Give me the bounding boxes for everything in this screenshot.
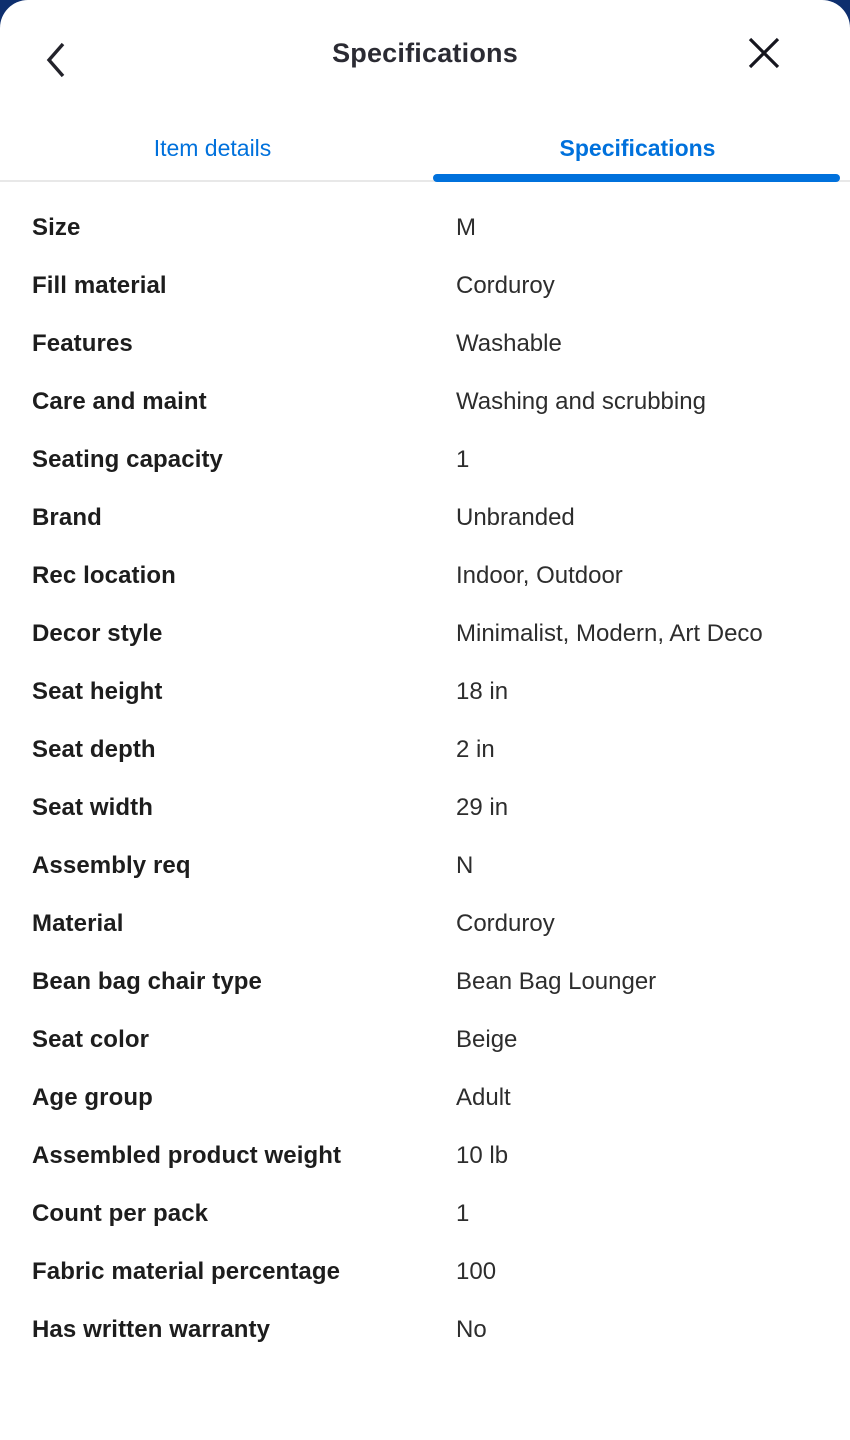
active-tab-indicator — [433, 174, 840, 182]
spec-label: Count per pack — [32, 1200, 209, 1227]
spec-label: Fill material — [32, 272, 167, 299]
spec-value: Adult — [456, 1084, 511, 1111]
spec-label: Care and maint — [32, 388, 207, 415]
spec-value: No — [456, 1316, 487, 1343]
spec-row — [32, 257, 818, 315]
tab-item-details[interactable]: Item details — [0, 110, 425, 180]
spec-value: 2 in — [456, 736, 495, 763]
spec-label: Seat depth — [32, 736, 156, 763]
spec-label: Bean bag chair type — [32, 968, 262, 995]
spec-value: Corduroy — [456, 272, 555, 299]
close-button[interactable] — [736, 25, 792, 81]
spec-label: Assembly req — [32, 852, 191, 879]
spec-row — [32, 315, 818, 373]
spec-value: Washing and scrubbing — [456, 388, 706, 415]
spec-row — [32, 1069, 818, 1127]
spec-value: 29 in — [456, 794, 509, 821]
spec-value: Bean Bag Lounger — [456, 968, 657, 995]
spec-row — [32, 895, 818, 953]
spec-value: Beige — [456, 1026, 518, 1053]
spec-row — [32, 547, 818, 605]
tab-specifications[interactable]: Specifications — [425, 110, 850, 180]
spec-row — [32, 199, 818, 257]
page-title: Specifications — [332, 38, 518, 68]
close-x-icon — [747, 36, 781, 70]
tab-bar — [0, 110, 850, 182]
spec-label: Assembled product weight — [32, 1142, 342, 1169]
spec-value: 18 in — [456, 678, 509, 705]
spec-value: Washable — [456, 330, 562, 357]
spec-label: Size — [32, 214, 81, 241]
spec-value: Corduroy — [456, 910, 555, 937]
spec-row — [32, 373, 818, 431]
spec-label: Age group — [32, 1084, 153, 1111]
spec-row — [32, 837, 818, 895]
spec-label: Brand — [32, 504, 102, 531]
spec-label: Seat width — [32, 794, 154, 821]
spec-value: M — [456, 214, 476, 241]
spec-list — [0, 182, 850, 1359]
spec-value: 100 — [456, 1258, 497, 1285]
spec-row — [32, 489, 818, 547]
spec-value: 1 — [456, 446, 470, 473]
spec-value: 1 — [456, 1200, 470, 1227]
spec-row — [32, 1185, 818, 1243]
spec-row — [32, 1243, 818, 1301]
spec-value: Minimalist, Modern, Art Deco — [456, 620, 763, 647]
spec-label: Rec location — [32, 562, 176, 589]
spec-row — [32, 605, 818, 663]
spec-value: N — [456, 852, 474, 879]
spec-label: Material — [32, 910, 124, 937]
spec-label: Features — [32, 330, 133, 357]
sheet-header — [0, 0, 850, 110]
spec-row — [32, 431, 818, 489]
spec-row — [32, 953, 818, 1011]
spec-row — [32, 1127, 818, 1185]
spec-value: Unbranded — [456, 504, 575, 531]
spec-row — [32, 1011, 818, 1069]
spec-value: 10 lb — [456, 1142, 509, 1169]
spec-label: Seat height — [32, 678, 163, 705]
spec-label: Fabric material percentage — [32, 1258, 341, 1285]
spec-row — [32, 779, 818, 837]
spec-row — [32, 663, 818, 721]
spec-row — [32, 1301, 818, 1359]
spec-value: Indoor, Outdoor — [456, 562, 623, 589]
spec-row — [32, 721, 818, 779]
spec-label: Has written warranty — [32, 1316, 271, 1343]
spec-label: Seat color — [32, 1026, 150, 1053]
spec-label: Decor style — [32, 620, 163, 647]
spec-label: Seating capacity — [32, 446, 224, 473]
